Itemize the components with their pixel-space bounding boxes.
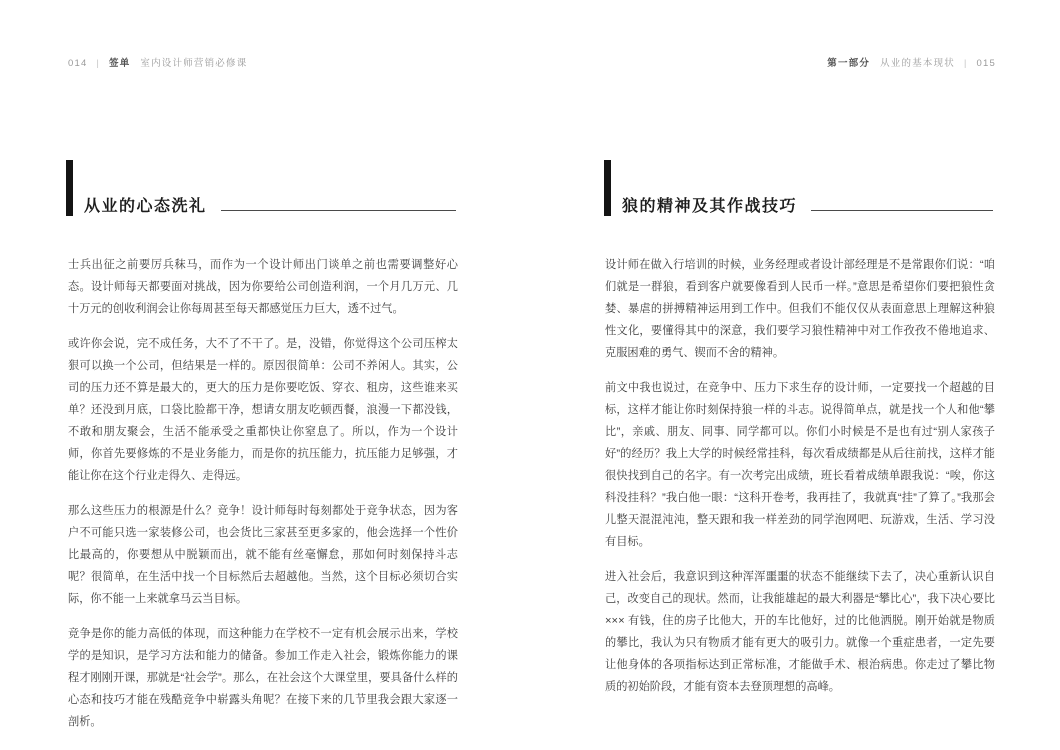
paragraph: 前文中我也说过，在竞争中、压力下求生存的设计师，一定要找一个超越的目标，这样才能让你时刻保持狼一样的斗志。说得简单点，就是找一个人和他“攀比”，亲戚、朋友、同事、同学都可以。你们小时候是不是也有过“别人家孩子好”的经历？我上大学的时候经常挂科，每次看成绩都是从后往前找，这样才能很快找到自己的名字。有一次考完出成绩，班长看着成绩单跟我说：“唉，你这科没挂科？”我白他一眼：“这科开卷考，我再挂了，我就真“挂”了算了。”我那会儿整天混混沌沌，整天跟和我一样差劲的同学泡网吧、玩游戏，生活、学习没有目标。 [605, 382, 995, 548]
right-page-body [605, 254, 995, 698]
paragraph: 设计师在做入行培训的时候，业务经理或者设计部经理是不是常跟你们说：“咱们就是一群狼，看到客户就要像看到人民币一样。”意思是希望你们要把狼性贪婪、暴虐的拼搏精神运用到工作中。但我们不能仅仅从表面意思上理解这种狼性文化，要懂得其中的深意，我们要学习狼性精神中对工作孜孜不倦地追求、克服困难的勇气、锲而不舍的精神。 [605, 259, 995, 359]
paragraph: 那么这些压力的根源是什么？竞争！设计师每时每刻都处于竞争状态，因为客户不可能只选一家装修公司，也会货比三家甚至更多家的，他会选择一个性价比最高的，你要想从中脱颖而出，就不能有丝毫懈怠，那如何时刻保持斗志呢？很简单，在生活中找一个目标然后去超越他。当然，这个目标必须切合实际，你不能一上来就拿马云当目标。 [68, 505, 458, 605]
left-page-number: 014 [68, 58, 88, 69]
heading-rule [811, 210, 993, 211]
paragraph: 进入社会后，我意识到这种浑浑噩噩的状态不能继续下去了，决心重新认识自己，改变自己的现状。然而，让我能雄起的最大利器是“攀比心”，我下决心要比 ××× 有钱，住的房子比他大，开的车比他好，过的比他洒脱。刚开始就是物质的攀比，我认为只有物质才能有更大的吸引力。就像一个重症患者，一定先要让他身体的各项指标达到正常标准，才能做手术、根治病患。你走过了攀比物质的初始阶段，才能有资本去登顶理想的高峰。 [605, 571, 995, 693]
right-page-number: 015 [976, 58, 996, 69]
running-head [68, 57, 996, 70]
part-title: 从业的基本现状 [880, 58, 955, 69]
right-chapter-heading [604, 160, 995, 216]
running-head-separator: | [96, 58, 100, 68]
heading-rule [221, 210, 456, 211]
paragraph: 或许你会说，完不成任务，大不了不干了。是，没错，你觉得这个公司压榨太狠可以换一个公司，但结果是一样的。原因很简单：公司不养闲人。其实，公司的压力还不算是最大的，更大的压力是你要吃饭、穿衣、租房，这些谁来买单？还没到月底，口袋比脸都干净，想请女朋友吃顿西餐，浪漫一下都没钱，不敢和朋友聚会，生活不能承受之重都快让你窒息了。所以，作为一个设计师，你首先要修炼的不是业务能力，而是你的抗压能力，抗压能力足够强，才能让你在这个行业走得久、走得远。 [68, 338, 458, 482]
heading-bar [604, 160, 611, 216]
left-chapter-heading [66, 160, 458, 216]
right-page-title: 狼的精神及其作战技巧 [622, 198, 798, 215]
book-subtitle: 室内设计师营销必修课 [140, 58, 248, 69]
running-head-left [68, 57, 247, 70]
running-head-separator: | [964, 58, 968, 68]
heading-bar [66, 160, 73, 216]
book-title: 签单 [109, 58, 131, 69]
paragraph: 士兵出征之前要厉兵秣马，而作为一个设计师出门谈单之前也需要调整好心态。设计师每天都要面对挑战，因为你要给公司创造利润，一个月几万元、几十万元的创收利润会让你每周甚至每天都感觉压力巨大，透不过气。 [68, 259, 458, 315]
paragraph: 竞争是你的能力高低的体现，而这种能力在学校不一定有机会展示出来，学校学的是知识，是学习方法和能力的储备。参加工作走入社会，锻炼你能力的课程才刚刚开课，那就是“社会学”。那么，在社会这个大课堂里，要具备什么样的心态和技巧才能在残酷竞争中崭露头角呢？在接下来的几节里我会跟大家逐一剖析。 [68, 628, 458, 728]
running-head-right [827, 57, 996, 70]
part-label: 第一部分 [827, 58, 871, 69]
left-page-title: 从业的心态洗礼 [84, 198, 207, 215]
left-page-body [68, 254, 458, 733]
